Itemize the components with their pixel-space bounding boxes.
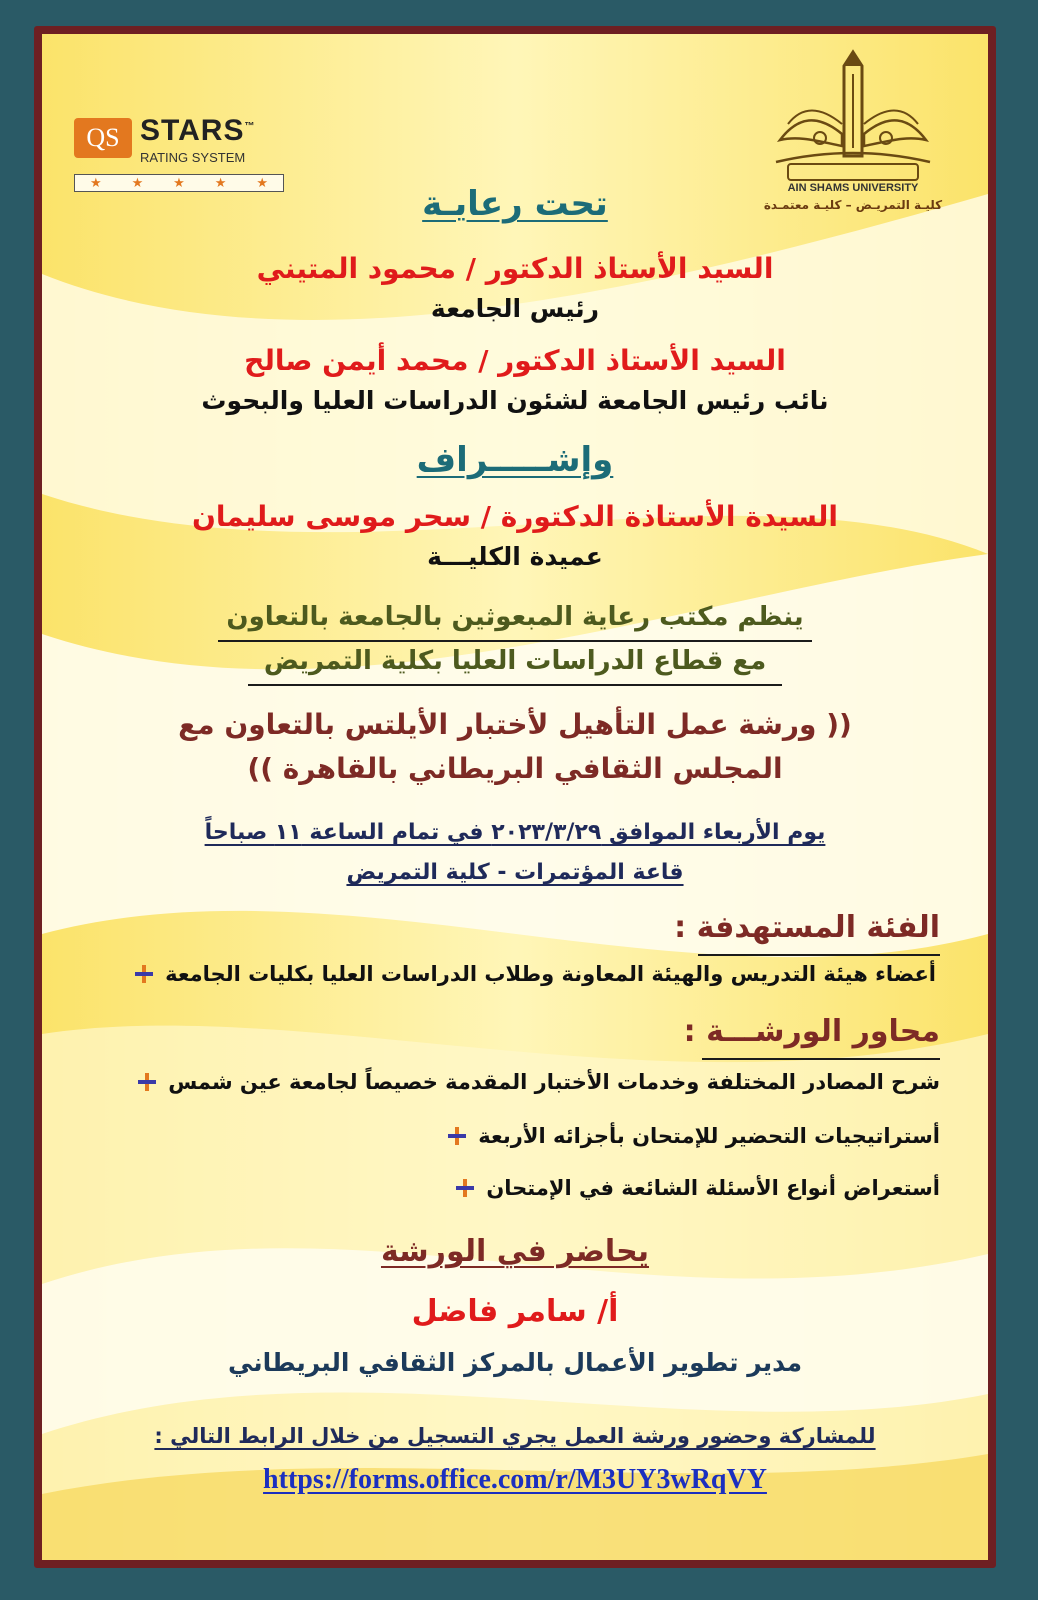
supervisor-name: السيدة الأستاذة الدكتورة / سحر موسى سليمان [192,500,838,533]
qs-tm: ™ [244,121,256,132]
organizer-line1: ينظم مكتب رعاية المبعوثين بالجامعة بالتعاون [226,602,804,632]
patron2-name: السيد الأستاذ الدكتور / محمد أيمن صالح [244,344,786,377]
topics-heading-underline [702,1058,940,1060]
schedule-venue: قاعة المؤتمرات - كلية التمريض [346,860,684,885]
lecturer-name: أ/ سامر فاضل [411,1294,619,1329]
lecturer-heading: يحاضر في الورشة [380,1234,649,1269]
patron1-name: السيد الأستاذ الدكتور / محمود المتيني [256,252,774,285]
qs-subtitle: RATING SYSTEM [140,150,246,165]
qs-stars-title: STARS [140,114,245,147]
registration-text: للمشاركة وحضور ورشة العمل يجري التسجيل من خلال الرابط التالي : [154,1424,876,1448]
registration-link-wrap [42,1464,988,1496]
organizer-underline2 [248,684,782,686]
star-icon: ★ [173,175,185,191]
workshop-title-line2: المجلس الثقافي البريطاني بالقاهرة )) [247,752,783,785]
flyer-frame [34,26,996,1568]
patron2-role: نائب رئيس الجامعة لشئون الدراسات العليا والبحوث [201,386,829,415]
bullet-plus-icon [454,1177,476,1199]
university-name-en: AIN SHAMS UNIVERSITY [787,182,919,194]
topics-heading: محاور الورشـــة : [683,1014,940,1049]
target-item [133,962,936,986]
supervisor-role: عميدة الكليـــة [427,542,603,571]
target-heading: الفئة المستهدفة : [674,910,940,945]
topic-item-text: أستراتيجيات التحضير للإمتحان بأجزائه الأربعة [478,1124,940,1148]
topic-item-text: أستعراض أنواع الأسئلة الشائعة في الإمتحان [486,1176,940,1200]
target-item-text: أعضاء هيئة التدريس والهيئة المعاونة وطلاب الدراسات العليا بكليات الجامعة [165,962,936,986]
schedule-date: يوم الأربعاء الموافق ٢٠٢٣/٣/٢٩ في تمام الساعة ١١ صباحاً [204,820,826,845]
topic-item-text: شرح المصادر المختلفة وخدمات الأختبار المقدمة خصيصاً لجامعة عين شمس [168,1070,940,1094]
bullet-plus-icon [446,1125,468,1147]
star-icon: ★ [89,175,102,191]
topic-item [454,1176,940,1200]
university-emblem-icon [758,44,948,184]
topic-item [446,1124,940,1148]
target-heading-underline [698,954,940,956]
star-icon: ★ [256,175,268,191]
bullet-plus-icon [133,963,155,985]
registration-link[interactable]: https://forms.office.com/r/M3UY3wRqVY [263,1464,767,1495]
supervision-heading: وإشـــــراف [416,440,614,480]
patron1-role: رئيس الجامعة [430,294,600,323]
star-icon: ★ [214,175,227,191]
workshop-title-line1: (( ورشة عمل التأهيل لأختبار الأيلتس بالتعاون مع [178,708,852,741]
lecturer-role: مدير تطوير الأعمال بالمركز الثقافي البريطاني [227,1348,803,1377]
qs-badge-text: QS [86,123,120,152]
organizer-underline1 [218,640,812,642]
topic-item [136,1070,940,1094]
bullet-plus-icon [136,1071,158,1093]
organizer-line2: مع قطاع الدراسات العليا بكلية التمريض [263,646,767,676]
star-icon: ★ [131,175,144,191]
qs-badge [74,118,132,158]
faculty-caption: كليـة التمريـض – كليـة معتمـدة [763,198,943,212]
patronage-heading: تحت رعايـة [422,184,608,224]
